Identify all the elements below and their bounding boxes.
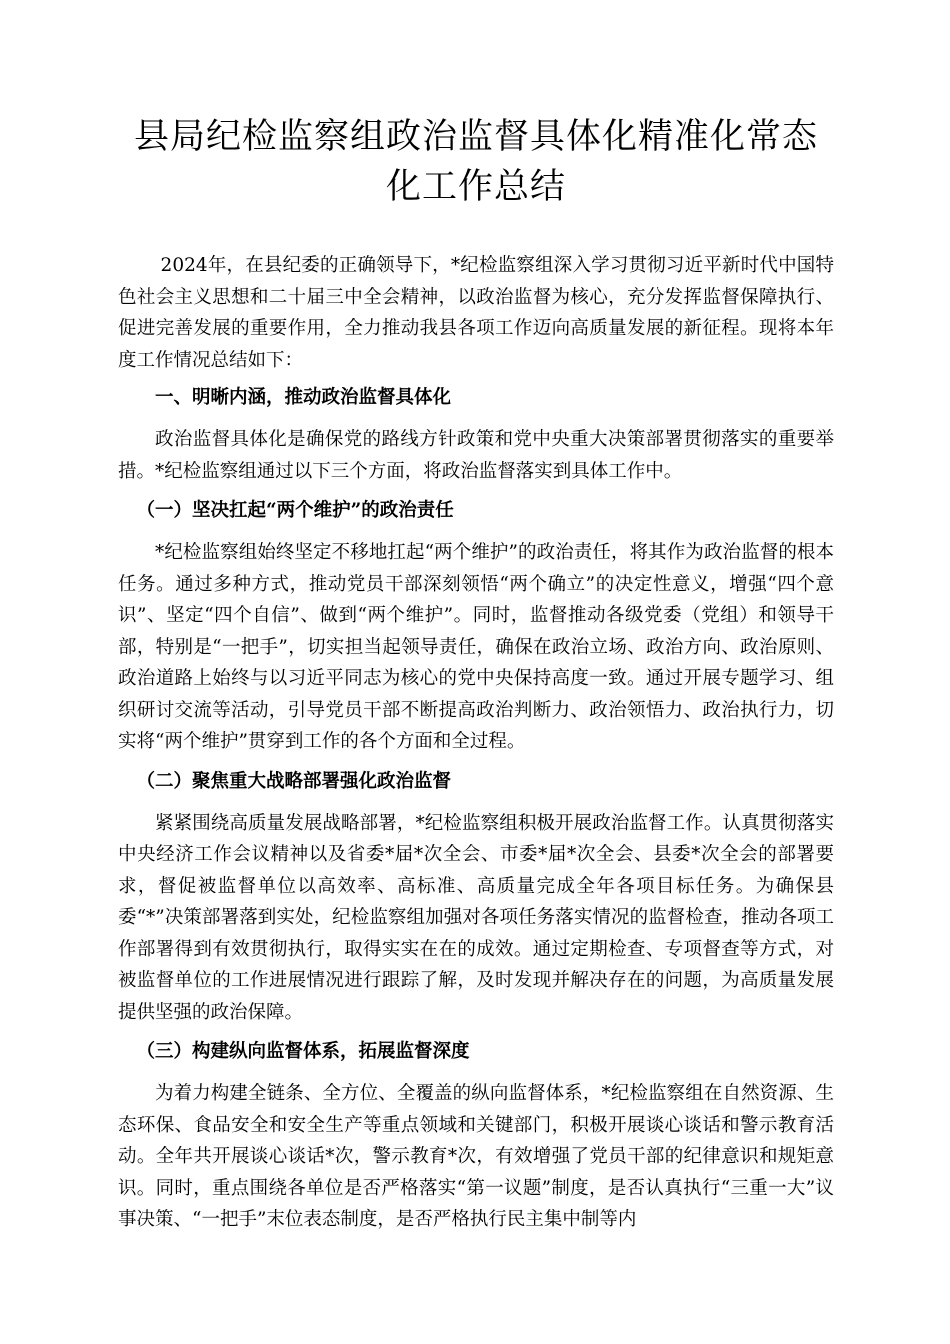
subsection-2-heading: （二）聚焦重大战略部署强化政治监督 [136,770,452,792]
section-1-heading: 一、明晰内涵，推动政治监督具体化 [155,387,452,408]
subsection-1-heading: （一）坚决扛起“两个维护”的政治责任 [136,500,454,521]
subsection-3-paragraph: 为着力构建全链条、全方位、全覆盖的纵向监督体系，*纪检监察组在自然资源、生态环保、食品安全和安全生产等重点领域和关键部门，积极开展谈心谈话和警示教育活动。全年共开展谈心谈话*次，警示教育*次，有效增强了党员干部的纪律意识和规矩意识。同时，重点围绕各单位是否严格落实“第一议题”制度，是否认真执行“三重一大”议事决策、“一把手”末位表态制度，是否严格执行民主集中制等内 [118,1083,834,1230]
intro-paragraph: 2024年，在县纪委的正确领导下，*纪检监察组深入学习贯彻习近平新时代中国特色社会主义思想和二十届三中全会精神，以政治监督为核心，充分发挥监督保障执行、促进完善发展的重要作用，全力推动我县各项工作迈向高质量发展的新征程。现将本年度工作情况总结如下： [118,255,834,371]
section-1-paragraph: 政治监督具体化是确保党的路线方针政策和党中央重大决策部署贯彻落实的重要举措。*纪检监察组通过以下三个方面，将政治监督落实到具体工作中。 [118,429,834,482]
subsection-2-paragraph: 紧紧围绕高质量发展战略部署，*纪检监察组积极开展政治监督工作。认真贯彻落实中央经济工作会议精神以及省委*届*次全会、市委*届*次全会、县委*次全会的部署要求，督促被监督单位以高效率、高标准、高质量完成全年各项目标任务。为确保县委“*”决策部署落到实处，纪检监察组加强对各项任务落实情况的监督检查，推动各项工作部署得到有效贯彻执行，取得实实在在的成效。通过定期检查、专项督查等方式，对被监督单位的工作进展情况进行跟踪了解，及时发现并解决存在的问题，为高质量发展提供坚强的政治保障。 [118,812,834,1023]
document-page [118,112,834,1244]
subsection-3-heading: （三）构建纵向监督体系，拓展监督深度 [136,1041,470,1062]
subsection-1-paragraph: *纪检监察组始终坚定不移地扛起“两个维护”的政治责任，将其作为政治监督的根本任务。通过多种方式，推动党员干部深刻领悟“两个确立”的决定性意义，增强“四个意识”、坚定“四个自信”、做到“两个维护”。同时，监督推动各级党委（党组）和领导干部，特别是“一把手”，切实担当起领导责任，确保在政治立场、政治方向、政治原则、政治道路上始终与以习近平同志为核心的党中央保持高度一致。通过开展专题学习、组织研讨交流等活动，引导党员干部不断提高政治判断力、政治领悟力、政治执行力，切实将“两个维护”贯穿到工作的各个方面和全过程。 [118,542,834,752]
document-title: 县局纪检监察组政治监督具体化精准化常态化工作总结 [133,117,818,207]
